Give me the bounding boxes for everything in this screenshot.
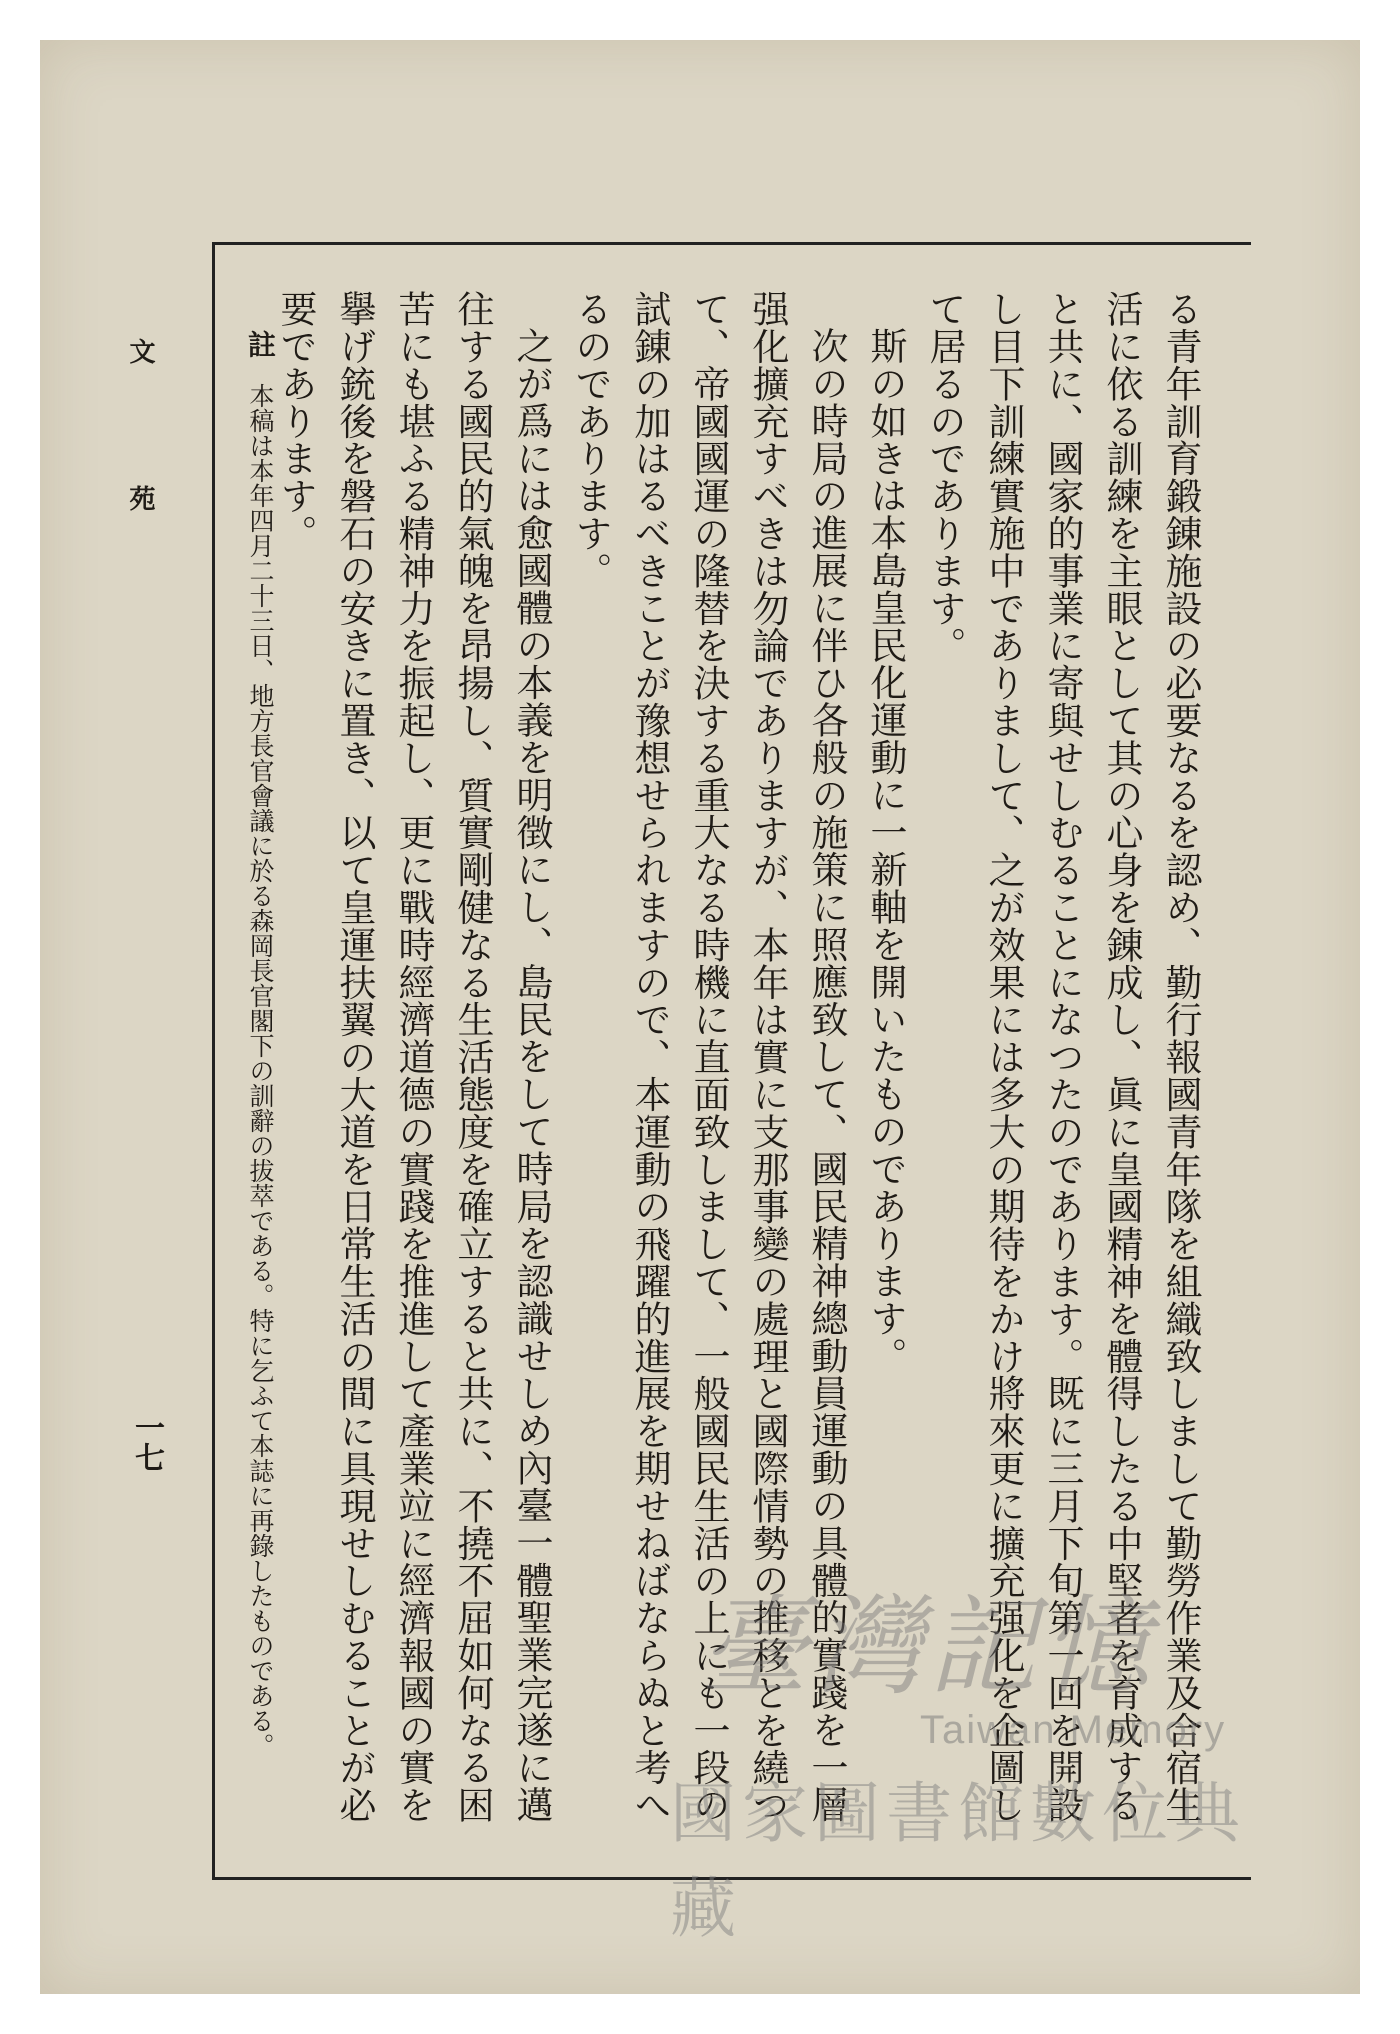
- paragraph: 之が爲には愈國體の本義を明徴にし、島民をして時局を認識せしめ內臺一體聖業完遂に邁往する國民的氣魄を昂揚し、質實剛健なる生活態度を確立すると共に、不撓不屈如何なる困苦にも堪ふる精神力を振起し、更に戰時經濟道德の實踐を推進して產業竝に經濟報國の實を擧げ銃後を磐石の安きに置き、以て皇運扶翼の大道を日常生活の間に具現せしむることが必要であります。: [274, 290, 553, 1824]
- paragraph: 斯の如きは本島皇民化運動に一新軸を開いたものであります。: [864, 327, 907, 1375]
- watermark-library: 國家圖書館數位典藏: [670, 1775, 1246, 1947]
- footnote: [240, 330, 280, 1870]
- paragraph: 次の時局の進展に伴ひ各般の施策に照應致して、國民精神總動員運動の具體的實踐を一層强化擴充すべきは勿論でありますが、本年は實に支那事變の處理と國際情勢の推移とを繞つて、帝國國運の隆替を決する重大なる時機に直面致しまして、一般國民生活の上にも一段の試錬の加はるべきことが豫想せられますので、本運動の飛躍的進展を期せねばならぬと考へるのであります。: [569, 290, 848, 1824]
- watermark-subtitle: Taiwan Memory: [920, 1708, 1227, 1752]
- paragraph: る青年訓育鍛錬施設の必要なるを認め、勤行報國青年隊を組織致しまして勤勞作業及合宿生活に依る訓練を主眼として其の心身を錬成し、眞に皇國精神を體得したる中堅者を育成すると共に、國家的事業に寄與せしむることになつたのであります。既に三月下旬第一回を開設し目下訓練實施中でありまして、之が效果には多大の期待をかけ將來更に擴充强化を企圖して居るのであります。: [923, 290, 1202, 1824]
- watermark: [660, 1560, 1300, 1947]
- watermark-logo: 臺灣記憶: [700, 1585, 1157, 1710]
- footnote-text: 本稿は本年四月二十三日、地方長官會議に於る森岡長官閣下の訓辭の拔萃である。特に乞ふて本誌に再錄したものである。: [246, 383, 275, 1758]
- footnote-label: 註: [244, 330, 277, 358]
- running-head: 文 苑: [125, 338, 155, 568]
- page-number: 一七: [129, 1412, 164, 1472]
